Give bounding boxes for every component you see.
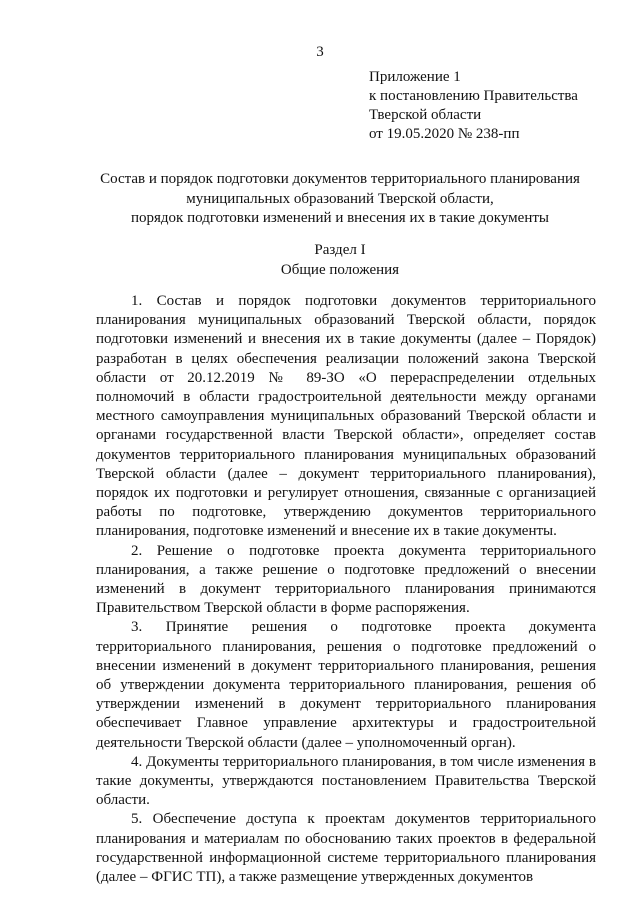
title-line: муниципальных образований Тверской области, [186, 190, 494, 207]
appendix-block [369, 68, 609, 144]
paragraph: 1. Состав и порядок подготовки документов территориального планирования муниципальных образований Тверской области, порядок подготовки изменений и внесения их в такие документы (далее – Порядок) разработан в целях обеспечения реализации положений закона Тверской области от 20.12.2019 № 89-ЗО «О перераспределении отдельных полномочий в области градостроительной деятельности между органами местного самоуправления муниципальных образований Тверской области и органами государственной власти Тверской области», определяет состав документов территориального планирования муниципальных образований Тверской области (далее – документ территориального планирования), порядок их подготовки и регулирует отношения, связанные с организацией работы по подготовке, утверждению документов территориального планирования, подготовке изменений и внесение их в такие документы. [96, 293, 596, 540]
title-line: порядок подготовки изменений и внесения их в такие документы [131, 210, 549, 226]
paragraph: 3. Принятие решения о подготовке проекта документа территориального планирования, решения о подготовке предложений о внесении изменений в документ территориального планирования, решения об утверждении документа территориального планирования, решения об утверждении изменений в документ территориального планирования обеспечивает Главное управление архитектуры и градостроительной деятельности Тверской области (далее – уполномоченный орган). [96, 619, 596, 751]
document-title [40, 170, 640, 229]
paragraph: 2. Решение о подготовке проекта документа территориального планирования, а также решение о подготовке предложений о внесении изменений в документ территориального планирования принимаются Правительством Тверской области в форме распоряжения. [96, 542, 596, 617]
paragraph: 4. Документы территориального планирования, в том числе изменения в такие документы, утверждаются постановлением Правительства Тверской области. [96, 753, 596, 809]
appendix-line: к постановлению Правительства [369, 88, 578, 104]
section-name: Общие положения [280, 262, 400, 278]
appendix-line: Тверской области [369, 107, 482, 123]
section-number: Раздел I [314, 242, 366, 258]
appendix-line: Приложение 1 [369, 69, 461, 85]
document-body [96, 292, 596, 887]
section-heading [40, 240, 640, 280]
appendix-line: от 19.05.2020 № 238-пп [369, 126, 520, 142]
title-line: Состав и порядок подготовки документов территориального планирования [100, 171, 580, 187]
page-number: 3 [316, 44, 324, 60]
paragraph: 5. Обеспечение доступа к проектам документов территориального планирования и материалам по обоснованию таких проектов в федеральной государственной информационной системе территориального планирования (далее – ФГИС ТП), а также размещение утвержденных документов [96, 811, 596, 886]
